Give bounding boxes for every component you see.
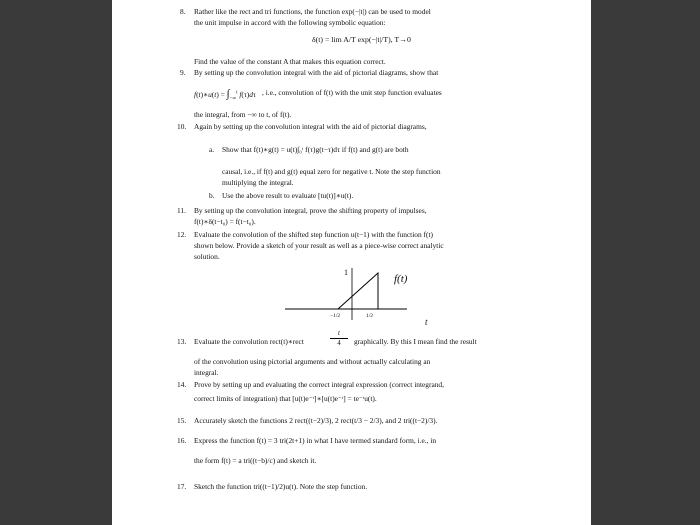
figure-ylabel: 1	[344, 268, 348, 277]
problem-11-line2: f(t)∗δ(t−t₀) = f(t−t₀).	[194, 217, 256, 226]
problem-17-line1: Sketch the function tri((t−1)/2)u(t). Note the step function.	[194, 482, 368, 491]
figure-func-label: f(t)	[394, 273, 408, 285]
ramp-line	[338, 273, 378, 309]
problem-10-line1: Again by setting up the convolution integral with the aid of pictorial diagrams,	[194, 122, 427, 131]
problem-17-number: 17.	[177, 482, 187, 491]
problem-8-line2: the unit impulse in accord with the following symbolic equation:	[194, 18, 386, 27]
problem-12-number: 12.	[177, 230, 187, 239]
problem-16-line1: Express the function f(t) = 3 tri(2t+1) in what I have termed standard form, i.e., in	[194, 436, 437, 445]
problem-10b-text: Use the above result to evaluate [tu(t)]∗u(t).	[222, 191, 354, 200]
problem-9-line1: By setting up the convolution integral with the aid of pictorial diagrams, show that	[194, 68, 439, 77]
problem-13-line2: of the convolution using pictorial arguments and without actually calculating an	[194, 357, 431, 366]
figure-tick-right: 1/2	[366, 313, 374, 319]
problem-8-line1: Rather like the rect and tri functions, the function exp(−|t|) can be used to model	[194, 7, 431, 16]
problem-11-line1: By setting up the convolution integral, prove the shifting property of impulses,	[194, 206, 427, 215]
problem-12-line3: solution.	[194, 252, 220, 261]
problem-13-line1-before: Evaluate the convolution rect(t)∗rect	[194, 337, 304, 346]
problem-10a-label: a.	[209, 145, 215, 154]
problem-15-line1: Accurately sketch the functions 2 rect((t−2)/3), 2 rect(t/3 − 2/3), and 2 tri((t−2)/3).	[194, 416, 438, 425]
problem-15-number: 15.	[177, 416, 187, 425]
figure-tick-left: −1/2	[330, 313, 341, 319]
problem-14-line1: Prove by setting up and evaluating the correct integral expression (correct integrand,	[194, 380, 444, 389]
problem-12-line2: shown below. Provide a sketch of your result as well as a piece-wise correct analytic	[194, 241, 444, 250]
problem-8-number: 8.	[180, 7, 186, 16]
problem-9-line2: , i.e., convolution of f(t) with the unit step function evaluates	[262, 88, 442, 97]
problem-13-line3: integral.	[194, 368, 219, 377]
problem-10b-label: b.	[209, 191, 215, 200]
problem-13-fraction: t 4	[330, 329, 348, 348]
problem-9-equation: f(t)∗u(t) = $\int_{-\infty}^t$ f(τ)dτ	[194, 88, 256, 102]
ft-figure	[112, 0, 591, 525]
problem-14-line2: correct limits of integration) that [u(t)e⁻ᵗ]∗[u(t)e⁻ᵗ] = te⁻ᵗu(t).	[194, 394, 377, 403]
figure-xlabel: t	[425, 317, 428, 327]
problem-9-number: 9.	[180, 68, 186, 77]
problem-10-number: 10.	[177, 122, 187, 131]
problem-9-line3: the integral, from −∞ to t, of f(t).	[194, 110, 292, 119]
problem-14-number: 14.	[177, 380, 187, 389]
problem-8-line3: Find the value of the constant A that makes this equation correct.	[194, 57, 386, 66]
problem-11-number: 11.	[177, 206, 186, 215]
problem-12-line1: Evaluate the convolution of the shifted step function u(t−1) with the function f(t)	[194, 230, 433, 239]
problem-10a-text: Show that f(t)∗g(t) = u(t)∫₀ᵗ f(τ)g(t−τ)dτ if f(t) and g(t) are both	[222, 145, 409, 154]
problem-10a-line2: causal, i.e., if f(t) and g(t) equal zero for negative t. Note the step function	[222, 167, 441, 176]
document-page	[112, 0, 591, 525]
problem-16-line2: the form f(t) = a tri((t−b)/c) and sketch it.	[194, 456, 317, 465]
problem-10a-line3: multiplying the integral.	[222, 178, 294, 187]
problem-8-equation: δ(t) = lim A/T exp(−|t|/T), T→0	[312, 35, 411, 44]
problem-13-line1-after: graphically. By this I mean find the result	[354, 337, 477, 346]
problem-13-number: 13.	[177, 337, 187, 346]
problem-16-number: 16.	[177, 436, 187, 445]
